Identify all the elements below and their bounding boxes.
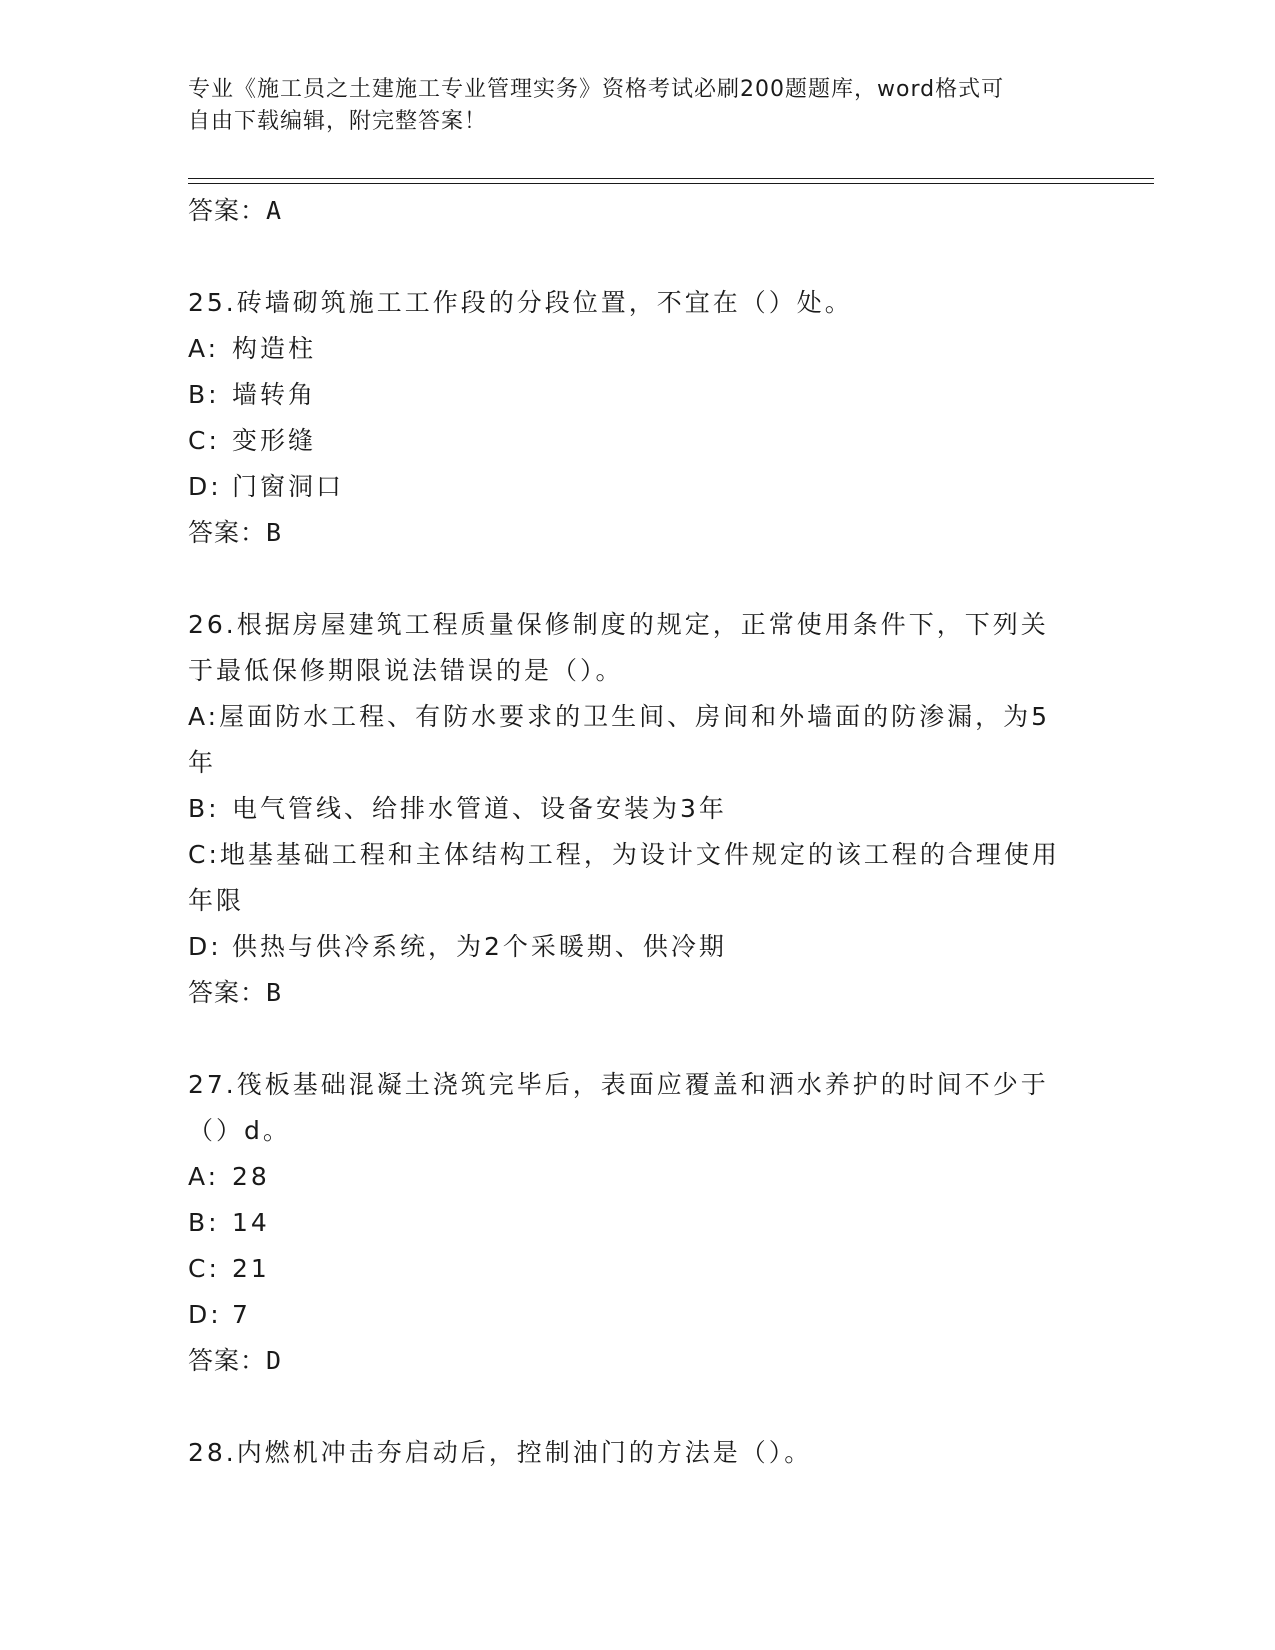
option-a [188,326,1068,372]
option-letter: C: [188,1254,220,1283]
option-text: 构造柱 [232,334,317,363]
option-letter: B: [188,1208,220,1237]
option-a [188,1154,1068,1200]
option-letter: B: [188,794,220,823]
document-header [188,74,1068,138]
option-text: 地基基础工程和主体结构工程，为设计文件规定的该工程的合理使用年限 [188,840,1060,915]
answer-label: 答案：B [188,518,283,547]
option-text: 21 [232,1254,270,1283]
option-letter: C: [188,426,220,455]
question-text: 25.砖墙砌筑施工工作段的分段位置，不宜在（）处。 [188,288,853,317]
option-text: 供热与供冷系统，为2个采暖期、供冷期 [232,932,727,961]
option-text: 28 [232,1162,270,1191]
option-d [188,1292,1068,1338]
option-b [188,1200,1068,1246]
option-d [188,464,1068,510]
option-text: 变形缝 [232,426,317,455]
header-divider [188,178,1154,184]
option-letter: D: [188,1300,222,1329]
answer-label: 答案：B [188,978,283,1007]
option-c [188,1246,1068,1292]
answer-label: 答案：A [188,196,283,225]
option-letter: D: [188,932,222,961]
option-text: 7 [232,1300,251,1329]
option-letter: B: [188,380,220,409]
option-text: 电气管线、给排水管道、设备安装为3年 [232,794,727,823]
option-letter: A: [188,1162,220,1191]
option-letter: A: [188,334,220,363]
option-text: 门窗洞口 [232,472,345,501]
option-letter: D: [188,472,222,501]
question-item [188,280,1068,556]
answer-label: 答案：D [188,1346,283,1375]
question-item [188,1062,1068,1384]
option-c [188,418,1068,464]
option-b [188,786,1068,832]
option-d [188,924,1068,970]
question-text: 28.内燃机冲击夯启动后，控制油门的方法是（）。 [188,1438,813,1467]
option-letter: C: [188,840,220,869]
question-item [188,602,1068,1016]
option-a [188,694,1068,786]
question-list [188,188,1068,1476]
header-line-2: 自由下载编辑，附完整答案！ [188,109,488,134]
option-text: 14 [232,1208,270,1237]
question-text: 26.根据房屋建筑工程质量保修制度的规定，正常使用条件下，下列关于最低保修期限说法错误的是（）。 [188,610,1049,685]
option-letter: A: [188,702,220,731]
question-text: 27.筏板基础混凝土浇筑完毕后，表面应覆盖和洒水养护的时间不少于（）d。 [188,1070,1049,1145]
option-text: 墙转角 [232,380,317,409]
header-line-1: 专业《施工员之土建施工专业管理实务》资格考试必刷200题题库，word格式可 [188,77,1005,102]
option-text: 屋面防水工程、有防水要求的卫生间、房间和外墙面的防渗漏，为5年 [188,702,1051,777]
option-c [188,832,1068,924]
question-item [188,1430,1068,1476]
option-b [188,372,1068,418]
